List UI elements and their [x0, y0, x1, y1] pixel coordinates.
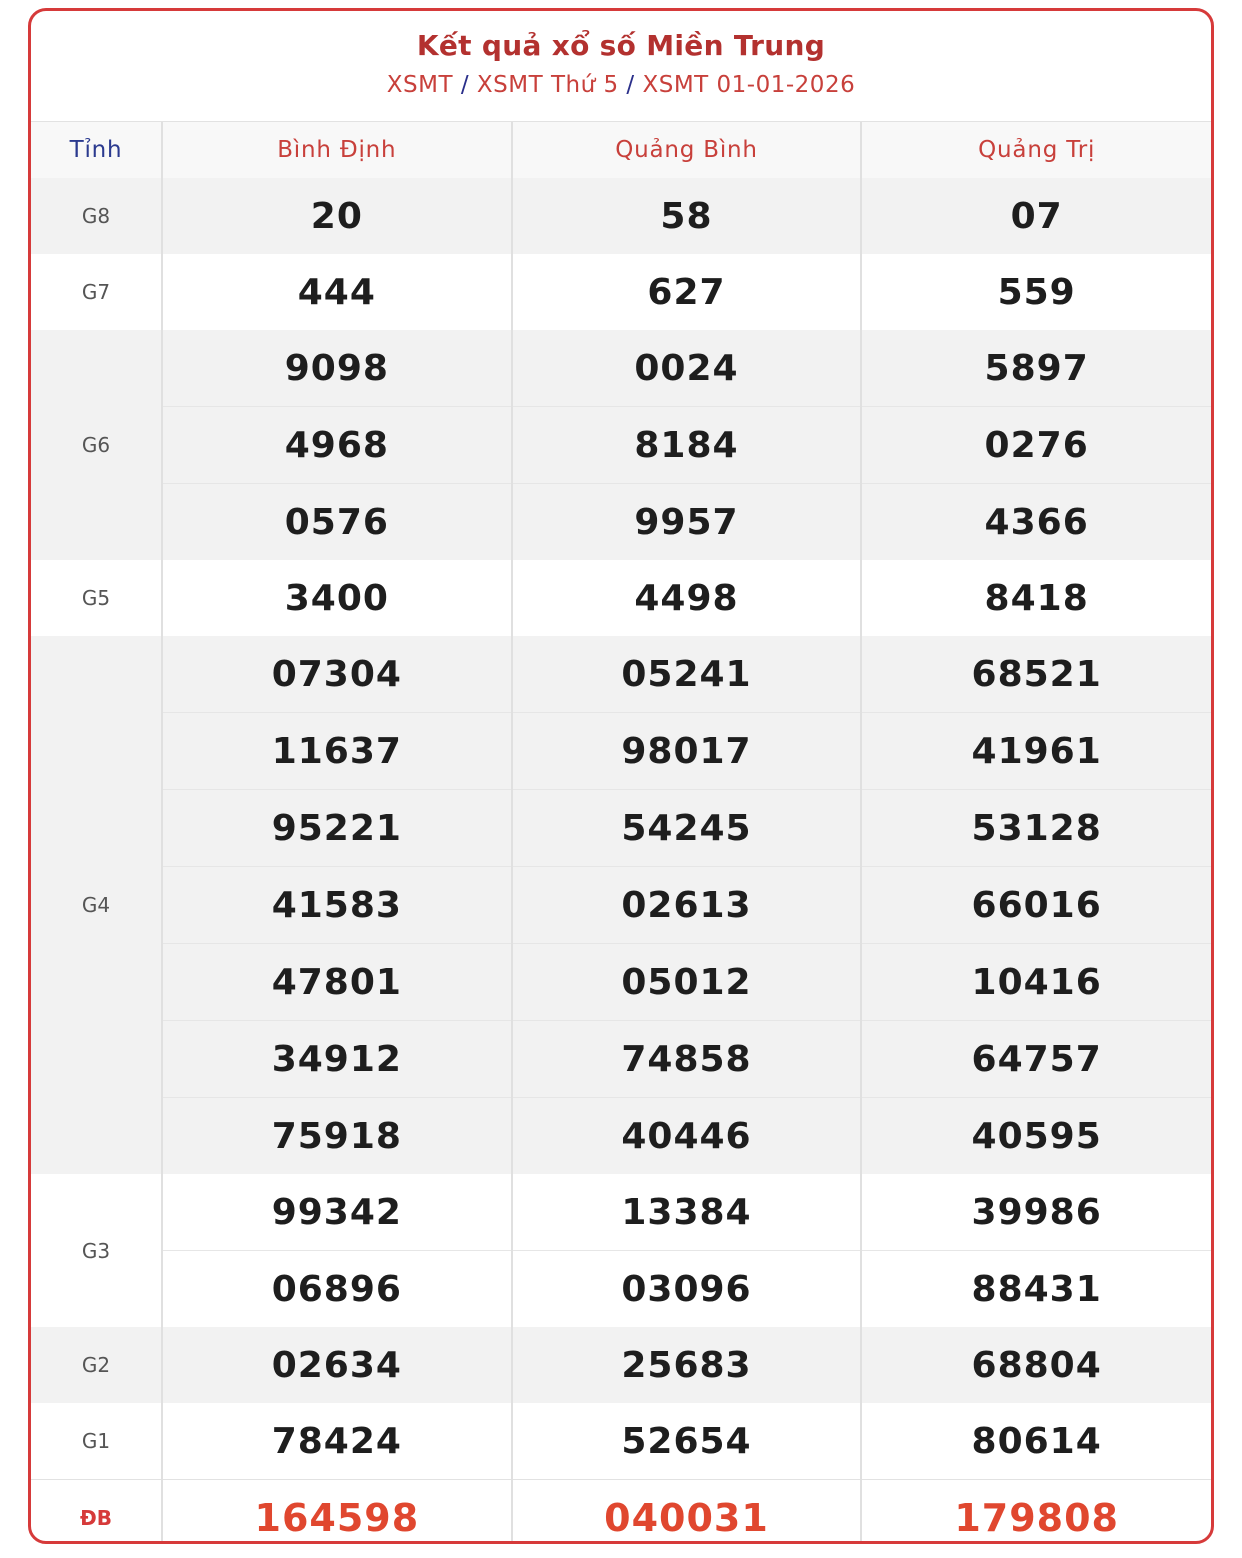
result-number: 0576 — [162, 484, 512, 561]
table-row — [31, 636, 1211, 713]
result-number: 4968 — [162, 407, 512, 484]
result-number: 80614 — [971, 1420, 1102, 1462]
breadcrumb-separator: / — [460, 72, 470, 98]
column-header-binh-dinh[interactable]: Bình Định — [162, 122, 512, 178]
link-xsmt-date[interactable]: XSMT 01-01-2026 — [642, 72, 856, 98]
special-prize-number: 040031 — [512, 1480, 862, 1545]
link-xsmt-thu5[interactable]: XSMT Thứ 5 — [476, 72, 619, 98]
result-number: 05241 — [512, 636, 862, 713]
prize-group-g3 — [31, 1174, 1211, 1327]
special-prize-number: 179808 — [861, 1480, 1211, 1545]
column-header-province: Tỉnh — [31, 122, 162, 178]
result-number: 75918 — [162, 1098, 512, 1175]
table-row — [31, 944, 1211, 1021]
table-row — [31, 560, 1211, 636]
table-row — [31, 1174, 1211, 1251]
result-number: 11637 — [162, 713, 512, 790]
result-number: 4366 — [861, 484, 1211, 561]
result-number: 78424 — [162, 1403, 512, 1480]
result-number: 95221 — [162, 790, 512, 867]
prize-group-g4 — [31, 636, 1211, 1174]
table-row — [31, 1021, 1211, 1098]
results-card — [28, 8, 1214, 1544]
result-number: 10416 — [861, 944, 1211, 1021]
breadcrumb-separator: / — [626, 72, 635, 98]
result-number: 8418 — [984, 577, 1089, 619]
table-row — [31, 1480, 1211, 1545]
result-number: 8184 — [512, 407, 862, 484]
prize-label: G7 — [31, 254, 162, 330]
result-number: 13384 — [512, 1174, 862, 1251]
table-row — [31, 1098, 1211, 1175]
breadcrumb — [31, 72, 1211, 98]
result-number: 0024 — [512, 330, 862, 407]
prize-group-special — [31, 1480, 1211, 1545]
table-row — [31, 178, 1211, 254]
table-row — [31, 1327, 1211, 1403]
table-header-row — [31, 122, 1211, 178]
table-row — [31, 867, 1211, 944]
result-number: 05012 — [512, 944, 862, 1021]
table-row — [31, 1251, 1211, 1328]
result-number: 58 — [512, 178, 862, 254]
result-number: 0276 — [861, 407, 1211, 484]
table-row — [31, 330, 1211, 407]
result-number: 41961 — [861, 713, 1211, 790]
result-number: 9957 — [512, 484, 862, 561]
prize-group-g7 — [31, 254, 1211, 330]
prize-label: G4 — [31, 636, 162, 1174]
prize-label: G3 — [31, 1174, 162, 1327]
result-number: 64757 — [861, 1021, 1211, 1098]
result-number: 3400 — [162, 560, 512, 636]
prize-group-g8 — [31, 178, 1211, 254]
result-number: 07 — [861, 178, 1211, 254]
result-number: 74858 — [512, 1021, 862, 1098]
table-row — [31, 407, 1211, 484]
result-number: 02634 — [162, 1327, 512, 1403]
column-header-quang-tri[interactable]: Quảng Trị — [861, 122, 1211, 178]
result-number: 54245 — [512, 790, 862, 867]
result-number: 98017 — [512, 713, 862, 790]
result-number: 25683 — [512, 1327, 862, 1403]
result-number: 39986 — [971, 1191, 1102, 1233]
prize-group-g1 — [31, 1403, 1211, 1480]
table-row — [31, 484, 1211, 561]
result-number: 4498 — [512, 560, 862, 636]
result-number: 627 — [512, 254, 862, 330]
prize-label: G5 — [31, 560, 162, 636]
prize-group-g2 — [31, 1327, 1211, 1403]
result-number: 40446 — [512, 1098, 862, 1175]
result-number: 07304 — [162, 636, 512, 713]
result-number: 34912 — [162, 1021, 512, 1098]
table-row — [31, 713, 1211, 790]
result-number: 52654 — [512, 1403, 862, 1480]
result-number: 68521 — [861, 636, 1211, 713]
result-number: 06896 — [162, 1251, 512, 1328]
result-number: 9098 — [162, 330, 512, 407]
result-number: 47801 — [162, 944, 512, 1021]
link-xsmt[interactable]: XSMT — [386, 72, 454, 98]
prize-label: G1 — [31, 1403, 162, 1480]
result-number: 20 — [162, 178, 512, 254]
prize-label: G8 — [31, 178, 162, 254]
result-number: 559 — [997, 271, 1076, 313]
result-number: 99342 — [162, 1174, 512, 1251]
result-number: 66016 — [861, 867, 1211, 944]
result-number: 88431 — [861, 1251, 1211, 1328]
table-row — [31, 790, 1211, 867]
result-number: 41583 — [162, 867, 512, 944]
column-header-quang-binh[interactable]: Quảng Bình — [512, 122, 862, 178]
table-row — [31, 254, 1211, 330]
result-number: 40595 — [861, 1098, 1211, 1175]
prize-label: G2 — [31, 1327, 162, 1403]
result-number: 5897 — [861, 330, 1211, 407]
prize-label: G6 — [31, 330, 162, 560]
prize-group-g6 — [31, 330, 1211, 560]
special-prize-number: 164598 — [162, 1480, 512, 1545]
page-title: Kết quả xổ số Miền Trung — [416, 29, 826, 62]
prize-group-g5 — [31, 560, 1211, 636]
result-number: 02613 — [512, 867, 862, 944]
result-number: 68804 — [861, 1327, 1211, 1403]
result-number: 444 — [162, 254, 512, 330]
prize-label-special: ĐB — [31, 1480, 162, 1545]
results-table — [31, 122, 1211, 1544]
result-number: 53128 — [861, 790, 1211, 867]
results-header — [31, 11, 1211, 122]
table-row — [31, 1403, 1211, 1480]
result-number: 03096 — [512, 1251, 862, 1328]
